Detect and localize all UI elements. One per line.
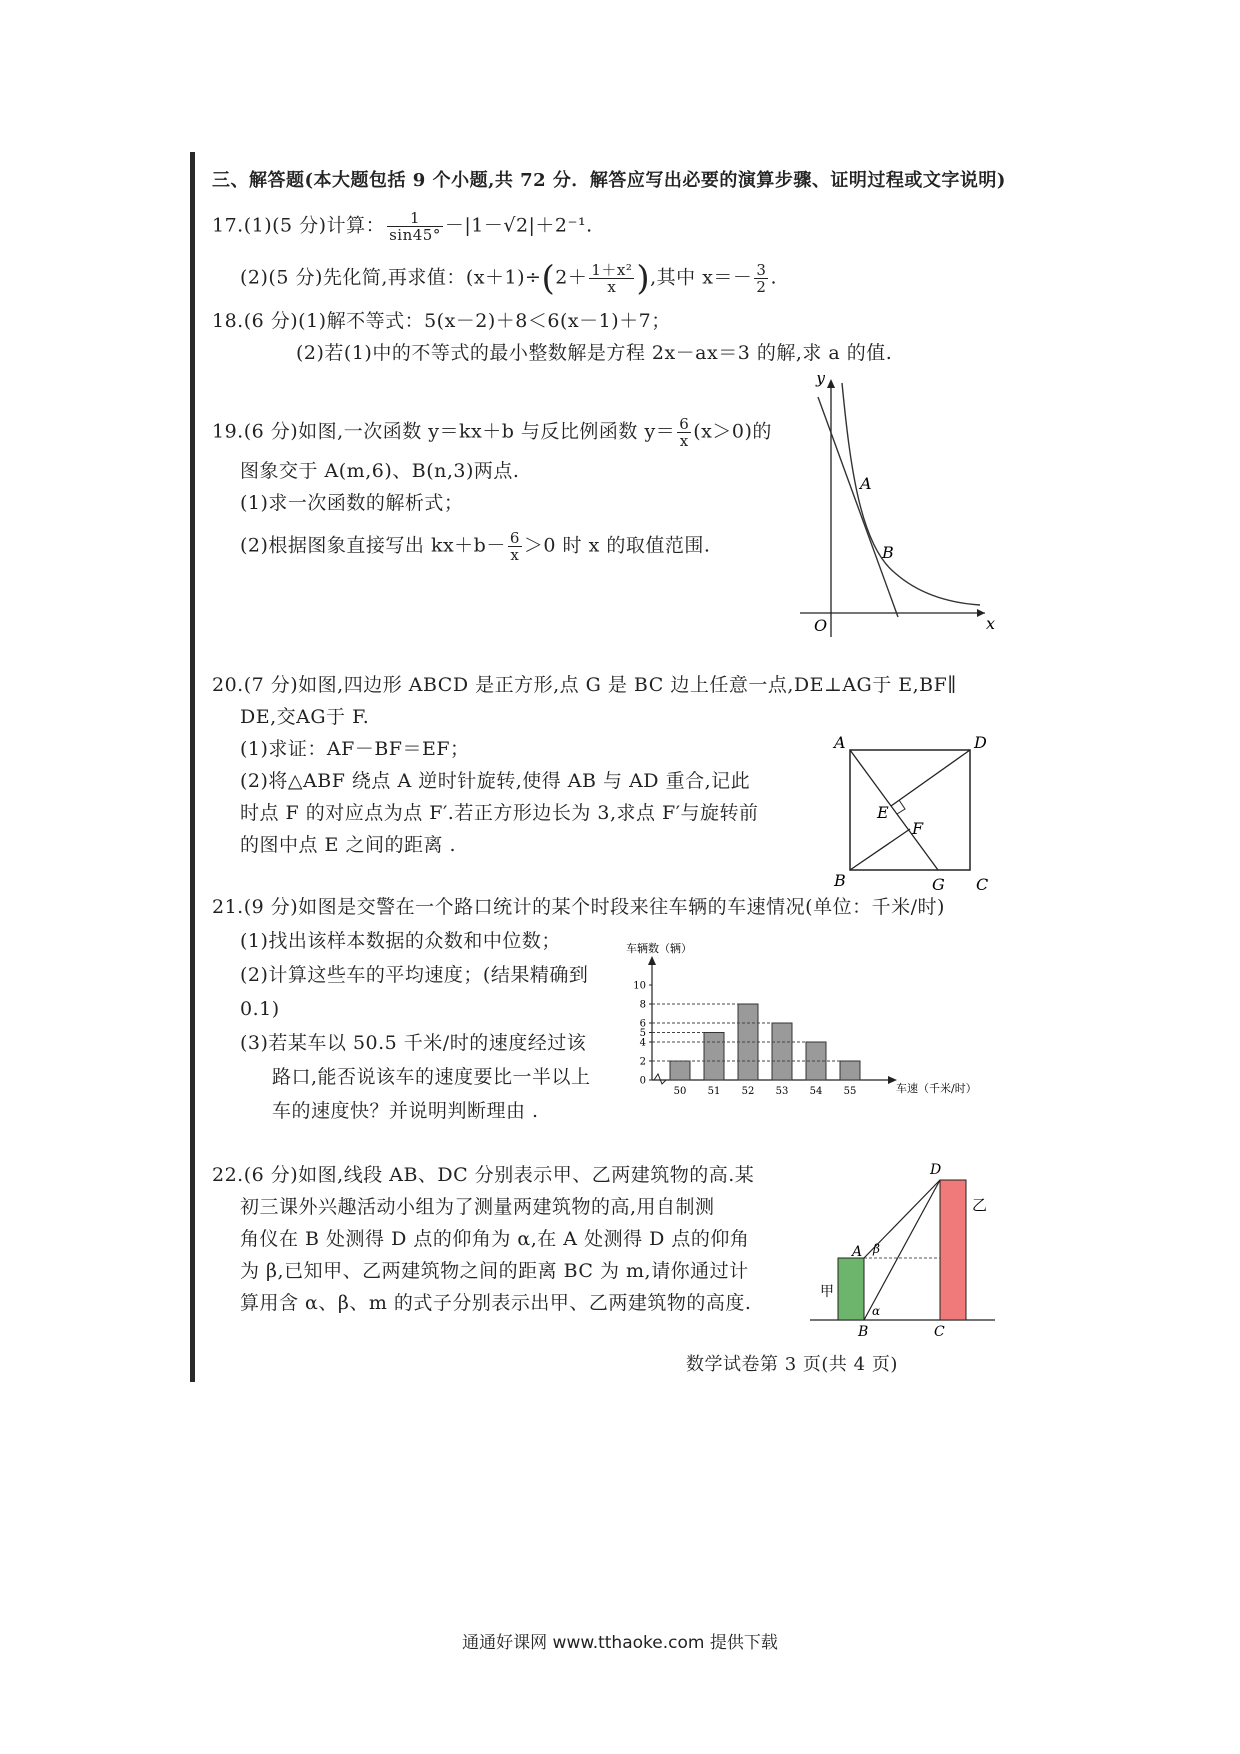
page-number: 数学试卷第 3 页(共 4 页)	[686, 1354, 898, 1375]
vehicle-speed-bar-chart	[622, 940, 982, 1100]
q19-function-graph	[790, 375, 1000, 640]
q22-buildings-figure	[810, 1160, 1000, 1340]
x-tick-label: 51	[707, 1086, 721, 1097]
label-d: D	[974, 733, 987, 752]
q20-line5: 时点 F 的对应点为点 F′.若正方形边长为 3,求点 F′与旋转前	[240, 802, 759, 824]
label-f: F	[912, 819, 924, 838]
q19-line4: (2)根据图象直接写出 kx＋b－ $\frac{6}{x}$ ＞0 时 x 的取值范围.	[240, 529, 711, 564]
q21-line4: 0.1)	[240, 998, 280, 1020]
x-axis-arrow-icon	[977, 609, 985, 617]
q22-line2: 初三课外兴趣活动小组为了测量两建筑物的高,用自制测	[240, 1196, 715, 1218]
building-yi	[940, 1180, 966, 1320]
q18-part2: (2)若(1)中的不等式的最小整数解是方程 2x－ax＝3 的解,求 a 的值.	[296, 342, 893, 364]
label-b: B	[858, 1324, 869, 1340]
label-yi: 乙	[972, 1196, 988, 1214]
q20-line2: DE,交AG于 F.	[240, 706, 370, 728]
label-a: A	[834, 733, 846, 752]
point-a-label: A	[860, 474, 872, 493]
label-e: E	[877, 803, 889, 822]
q20-line6: 的图中点 E 之间的距离 .	[240, 834, 457, 856]
q22-line5: 算用含 α、β、m 的式子分别表示出甲、乙两建筑物的高度.	[240, 1292, 752, 1314]
y-tick-label: 2	[639, 1056, 646, 1068]
label-a: A	[852, 1244, 863, 1260]
q17-part1: 17.(1)(5 分)计算： $\frac{1}{\sin 45^\circ}$ －|1－√2|＋2⁻¹.	[212, 209, 593, 244]
bar	[704, 1033, 724, 1081]
label-c: C	[976, 875, 989, 894]
q22-line1: 22.(6 分)如图,线段 AB、DC 分别表示甲、乙两建筑物的高.某	[212, 1164, 755, 1186]
label-b: B	[834, 871, 846, 890]
q19-line1: 19.(6 分)如图,一次函数 y＝kx＋b 与反比例函数 y＝ $\frac{6}{x}$ (x＞0)的	[212, 415, 772, 450]
q17-part2: (2)(5 分)先化简,再求值：(x＋1)÷(2＋ $\frac{\text{1＋x²}}{x}$ ),其中 x＝－ $\frac{3}{2}$ .	[240, 258, 778, 299]
q21-line6: 路口,能否说该车的速度要比一半以上	[272, 1066, 591, 1088]
bar	[840, 1061, 860, 1080]
building-jia	[838, 1258, 864, 1320]
segment-de	[891, 750, 970, 806]
y-tick-label: 8	[639, 999, 646, 1011]
x-tick-label: 53	[775, 1086, 789, 1097]
q21-line3: (2)计算这些车的平均速度；(结果精确到	[240, 964, 589, 986]
x-tick-label: 50	[673, 1086, 687, 1097]
x-tick-label: 52	[741, 1086, 755, 1097]
q22-line3: 角仪在 B 处测得 D 点的仰角为 α,在 A 处测得 D 点的仰角	[240, 1228, 750, 1250]
chart-xlabel: 车速（千米/时）	[896, 1082, 977, 1095]
section-heading: 三、解答题(本大题包括 9 个小题,共 72 分．解答应写出必要的演算步骤、证明过程或文字说明)	[212, 170, 1006, 191]
label-alpha: α	[872, 1304, 881, 1318]
chart-ylabel: 车辆数（辆）	[626, 942, 692, 955]
q18-part1: 18.(6 分)(1)解不等式：5(x－2)＋8＜6(x－1)＋7；	[212, 310, 671, 332]
q20-line1: 20.(7 分)如图,四边形 ABCD 是正方形,点 G 是 BC 边上任意一点,DE⊥AG于 E,BF∥	[212, 674, 957, 696]
segment-bf	[850, 829, 910, 870]
x-label: x	[986, 614, 996, 633]
y-tick-label: 4	[639, 1037, 646, 1049]
origin-label: O	[814, 616, 828, 635]
label-beta: β	[873, 1242, 880, 1256]
y-tick-label: 0	[639, 1075, 646, 1087]
x-tick-label: 54	[809, 1086, 823, 1097]
q20-line3: (1)求证：AF－BF＝EF；	[240, 738, 470, 760]
label-d: D	[930, 1162, 942, 1178]
margin-binding-line	[190, 152, 195, 1382]
q19-line2: 图象交于 A(m,6)、B(n,3)两点.	[240, 460, 520, 482]
right-angle-mark	[897, 800, 905, 814]
q19-line3: (1)求一次函数的解析式；	[240, 492, 464, 514]
y-tick-label: 5	[639, 1028, 646, 1039]
chart-axis-break	[654, 1074, 666, 1084]
segment-ag	[850, 750, 938, 870]
label-c: C	[934, 1324, 945, 1340]
y-axis-arrow-icon	[827, 379, 835, 388]
q21-line1: 21.(9 分)如图是交警在一个路口统计的某个时段来往车辆的车速情况(单位：千米/时)	[212, 896, 945, 918]
q21-line5: (3)若某车以 50.5 千米/时的速度经过该	[240, 1032, 587, 1054]
q20-line4: (2)将△ABF 绕点 A 逆时针旋转,使得 AB 与 AD 重合,记此	[240, 770, 751, 792]
download-footer: 通通好课网 www.tthaoke.com 提供下载	[462, 1633, 778, 1653]
square-abcd	[850, 750, 970, 870]
chart-y-arrow-icon	[648, 956, 656, 965]
bar	[670, 1061, 690, 1080]
bar	[772, 1023, 792, 1080]
label-g: G	[932, 875, 945, 894]
y-label: y	[816, 375, 826, 387]
q22-line4: 为 β,已知甲、乙两建筑物之间的距离 BC 为 m,请你通过计	[240, 1260, 749, 1282]
q20-square-figure	[820, 730, 1005, 900]
y-tick-label: 10	[633, 980, 646, 992]
linear-function-line	[818, 397, 898, 617]
point-b-label: B	[882, 543, 894, 562]
x-tick-label: 55	[843, 1086, 857, 1097]
label-jia: 甲	[820, 1284, 834, 1300]
q21-line7: 车的速度快？并说明判断理由 .	[272, 1100, 539, 1122]
q21-line2: (1)找出该样本数据的众数和中位数；	[240, 930, 561, 952]
y-tick-label: 6	[639, 1018, 646, 1030]
hyperbola-curve	[842, 383, 980, 605]
